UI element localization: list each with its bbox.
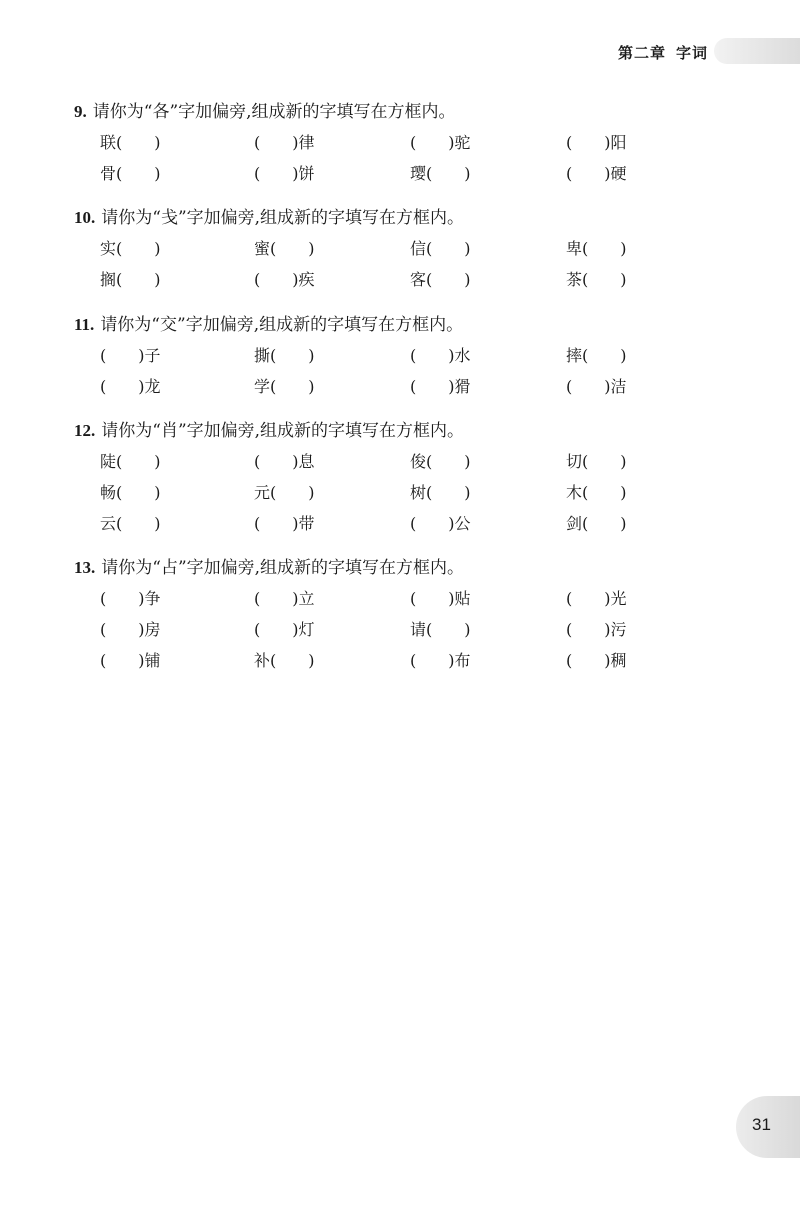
question-title bbox=[74, 203, 694, 233]
question-title bbox=[74, 553, 694, 583]
answer-row bbox=[74, 614, 694, 645]
answer-item[interactable]: ( )带 bbox=[254, 514, 315, 533]
answer-item[interactable]: 请( ) bbox=[410, 620, 471, 639]
answer-row bbox=[74, 158, 694, 189]
answer-item[interactable]: 摔( ) bbox=[566, 346, 627, 365]
answer-item[interactable]: ( )贴 bbox=[410, 589, 471, 608]
answer-item[interactable]: ( )公 bbox=[410, 514, 471, 533]
question-9 bbox=[74, 97, 694, 189]
answer-row bbox=[74, 477, 694, 508]
answer-row bbox=[74, 583, 694, 614]
question-number: 10. bbox=[74, 208, 96, 227]
answer-item[interactable]: 俊( ) bbox=[410, 452, 471, 471]
question-text: 请你为“戋”字加偏旁,组成新的字填写在方框内。 bbox=[101, 208, 465, 228]
answer-row bbox=[74, 233, 694, 264]
question-12 bbox=[74, 416, 694, 539]
answer-item[interactable]: 茶( ) bbox=[566, 270, 627, 289]
question-number: 11. bbox=[74, 315, 95, 334]
answer-item[interactable]: ( )硬 bbox=[566, 164, 627, 183]
question-title bbox=[74, 416, 694, 446]
answer-item[interactable]: ( )洁 bbox=[566, 377, 627, 396]
answer-item[interactable]: 元( ) bbox=[254, 483, 315, 502]
answer-item[interactable]: ( )阳 bbox=[566, 133, 627, 152]
question-number: 12. bbox=[74, 421, 96, 440]
question-title bbox=[74, 310, 694, 340]
answer-row bbox=[74, 127, 694, 158]
answer-item[interactable]: 畅( ) bbox=[100, 483, 161, 502]
page-number: 31 bbox=[752, 1115, 771, 1134]
answer-item[interactable]: 学( ) bbox=[254, 377, 315, 396]
answer-row bbox=[74, 508, 694, 539]
answer-item[interactable]: 联( ) bbox=[100, 133, 161, 152]
answer-item[interactable]: ( )猾 bbox=[410, 377, 471, 396]
answer-row bbox=[74, 264, 694, 295]
answer-item[interactable]: ( )饼 bbox=[254, 164, 315, 183]
answer-item[interactable]: ( )子 bbox=[100, 346, 161, 365]
answer-item[interactable]: 信( ) bbox=[410, 239, 471, 258]
question-text: 请你为“各”字加偏旁,组成新的字填写在方框内。 bbox=[92, 102, 456, 122]
question-title bbox=[74, 97, 694, 127]
answer-item[interactable]: ( )立 bbox=[254, 589, 315, 608]
answer-item[interactable]: 搁( ) bbox=[100, 270, 161, 289]
answer-item[interactable]: 卑( ) bbox=[566, 239, 627, 258]
question-text: 请你为“肖”字加偏旁,组成新的字填写在方框内。 bbox=[101, 421, 465, 441]
chapter-tab-decoration bbox=[714, 38, 800, 64]
answer-item[interactable]: ( )灯 bbox=[254, 620, 315, 639]
answer-item[interactable]: 客( ) bbox=[410, 270, 471, 289]
answer-row bbox=[74, 340, 694, 371]
answer-item[interactable]: ( )争 bbox=[100, 589, 161, 608]
question-10 bbox=[74, 203, 694, 295]
answer-item[interactable]: ( )房 bbox=[100, 620, 161, 639]
section-name: 字词 bbox=[676, 44, 709, 62]
answer-item[interactable]: 璎( ) bbox=[410, 164, 471, 183]
answer-row bbox=[74, 645, 694, 676]
chapter-name: 第二章 bbox=[618, 44, 667, 62]
answer-item[interactable]: 木( ) bbox=[566, 483, 627, 502]
question-number: 13. bbox=[74, 558, 96, 577]
answer-item[interactable]: 陡( ) bbox=[100, 452, 161, 471]
answer-item[interactable]: 切( ) bbox=[566, 452, 627, 471]
answer-item[interactable]: ( )龙 bbox=[100, 377, 161, 396]
answer-row bbox=[74, 371, 694, 402]
question-11 bbox=[74, 310, 694, 402]
answer-item[interactable]: ( )息 bbox=[254, 452, 315, 471]
answer-item[interactable]: 骨( ) bbox=[100, 164, 161, 183]
question-number: 9. bbox=[74, 102, 87, 121]
question-13 bbox=[74, 553, 694, 676]
chapter-header bbox=[618, 42, 708, 63]
answer-item[interactable]: ( )布 bbox=[410, 651, 471, 670]
answer-item[interactable]: ( )稠 bbox=[566, 651, 627, 670]
answer-row bbox=[74, 446, 694, 477]
answer-item[interactable]: ( )疾 bbox=[254, 270, 315, 289]
answer-item[interactable]: 剑( ) bbox=[566, 514, 627, 533]
answer-item[interactable]: 实( ) bbox=[100, 239, 161, 258]
answer-item[interactable]: 蜜( ) bbox=[254, 239, 315, 258]
answer-item[interactable]: 补( ) bbox=[254, 651, 315, 670]
answer-item[interactable]: 云( ) bbox=[100, 514, 161, 533]
answer-item[interactable]: ( )污 bbox=[566, 620, 627, 639]
answer-item[interactable]: ( )光 bbox=[566, 589, 627, 608]
answer-item[interactable]: ( )水 bbox=[410, 346, 471, 365]
answer-item[interactable]: ( )铺 bbox=[100, 651, 161, 670]
answer-item[interactable]: 树( ) bbox=[410, 483, 471, 502]
question-text: 请你为“占”字加偏旁,组成新的字填写在方框内。 bbox=[101, 558, 465, 578]
answer-item[interactable]: 撕( ) bbox=[254, 346, 315, 365]
answer-item[interactable]: ( )律 bbox=[254, 133, 315, 152]
question-text: 请你为“交”字加偏旁,组成新的字填写在方框内。 bbox=[100, 315, 464, 335]
answer-item[interactable]: ( )驼 bbox=[410, 133, 471, 152]
